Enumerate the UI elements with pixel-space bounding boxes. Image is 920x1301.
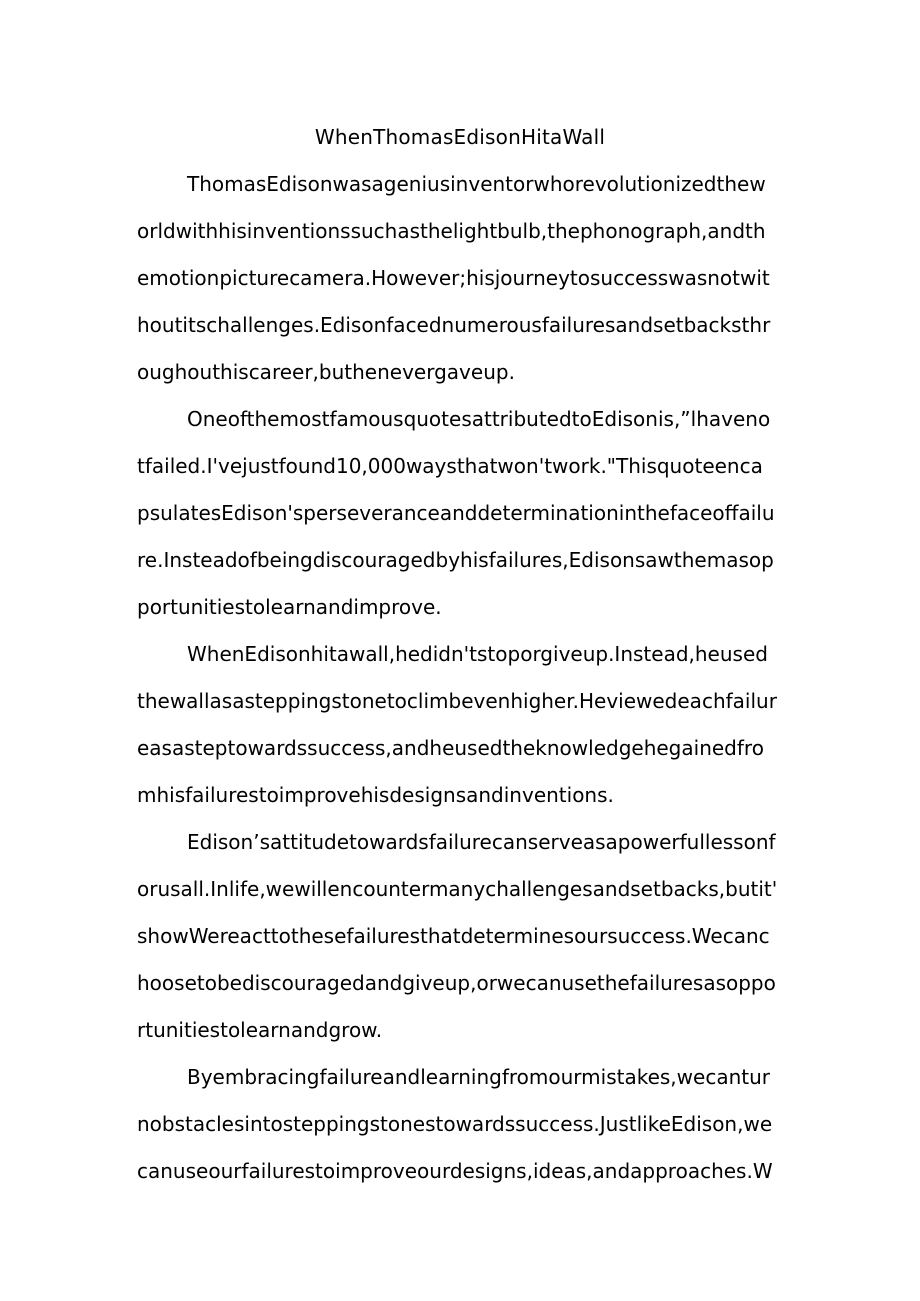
paragraph-4-line-5: rtunitiestolearnandgrow. (137, 1018, 383, 1042)
paragraph-3-line-4: mhisfailurestoimprovehisdesignsandinventions. (137, 783, 614, 807)
paragraph-2-line-4: re.Insteadofbeingdiscouragedbyhisfailures,Edisonsawthemasop (137, 548, 774, 572)
paragraph-2-line-3: psulatesEdison'sperseveranceanddeterminationinthefaceoffailu (137, 501, 775, 525)
paragraph-3-line-2: thewallasasteppingstonetoclimbevenhigher.Heviewedeachfailur (137, 689, 777, 713)
document-title: WhenThomasEdisonHitaWall (314, 125, 606, 149)
paragraph-2-line-1: OneofthemostfamousquotesattributedtoEdisonis,”lhaveno (187, 407, 771, 431)
paragraph-4-line-4: hoosetobediscouragedandgiveup,orwecanusethefailuresasoppo (137, 971, 776, 995)
paragraph-5-line-1: Byembracingfailureandlearningfromourmistakes,wecantur (187, 1065, 770, 1089)
paragraph-4-line-3: showWereacttothesefailuresthatdeterminesoursuccess.Wecanc (137, 924, 770, 948)
paragraph-1-line-1: ThomasEdisonwasageniusinventorwhorevolutionizedthew (187, 172, 766, 196)
paragraph-2-line-5: portunitiestolearnandimprove. (137, 595, 442, 619)
paragraph-4-line-2: orusall.Inlife,wewillencountermanychallengesandsetbacks,butit' (137, 877, 778, 901)
paragraph-1-line-2: orldwithhisinventionssuchasthelightbulb,thephonograph,andth (137, 219, 766, 243)
paragraph-1-line-4: houtitschallenges.Edisonfacednumerousfailuresandsetbacksthr (137, 313, 771, 337)
paragraph-1-line-3: emotionpicturecamera.However;hisjourneytosuccesswasnotwit (137, 266, 770, 290)
paragraph-3-line-3: easasteptowardssuccess,andheusedtheknowledgehegainedfro (137, 736, 764, 760)
paragraph-3-line-1: WhenEdisonhitawall,hedidn'tstoporgiveup.Instead,heused (187, 642, 768, 666)
paragraph-5-line-3: canuseourfailurestoimproveourdesigns,ideas,andapproaches.W (137, 1159, 773, 1183)
paragraph-4-line-1: Edison’sattitudetowardsfailurecanserveasapowerfullessonf (187, 830, 776, 854)
paragraph-5-line-2: nobstaclesintosteppingstonestowardssuccess.JustlikeEdison,we (137, 1112, 773, 1136)
paragraph-2-line-2: tfailed.I'vejustfound10,000waysthatwon'twork."Thisquoteenca (137, 454, 763, 478)
paragraph-1-line-5: oughouthiscareer,buthenevergaveup. (137, 360, 515, 384)
